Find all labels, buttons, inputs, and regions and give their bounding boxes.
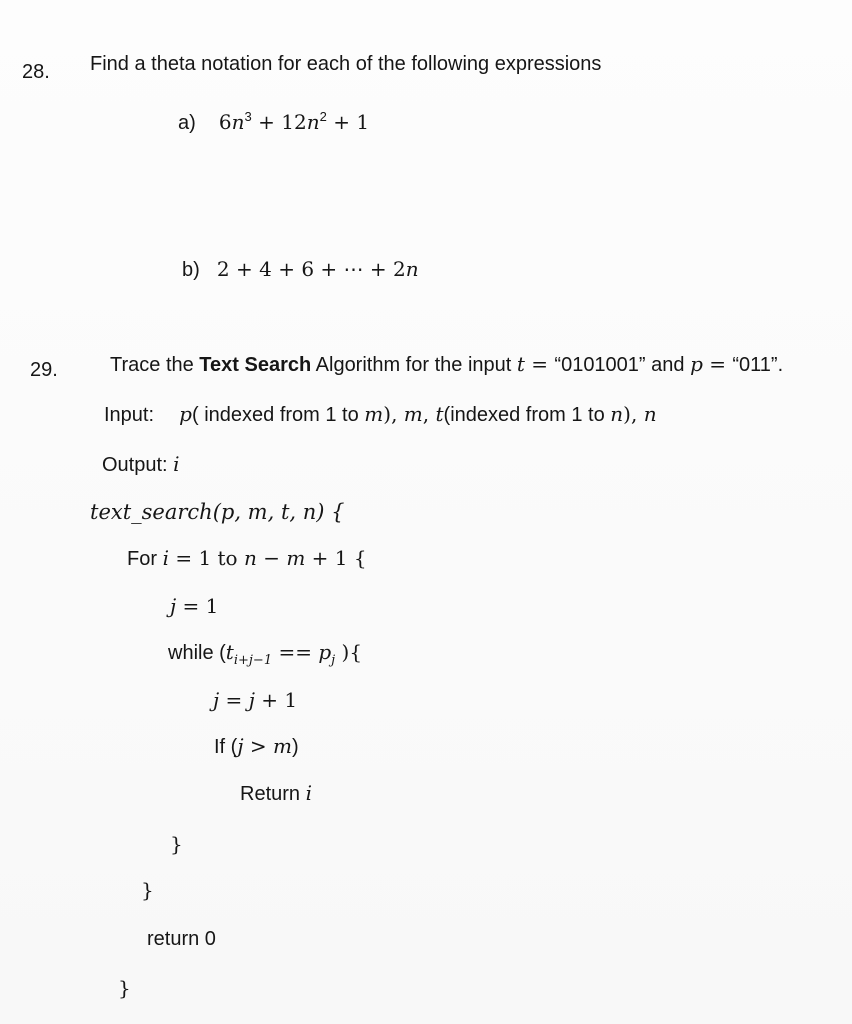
code-if-gt: >: [243, 734, 274, 758]
code-while-line: [168, 640, 363, 668]
code-j-inc-var1: j: [213, 688, 220, 712]
q28a-var2: n: [306, 110, 320, 134]
q29-p-var: p: [690, 352, 703, 376]
q28b-expression: [182, 257, 419, 282]
code-return-var: i: [305, 781, 312, 805]
q28a-op1: +: [251, 110, 282, 134]
code-return-kw: Return: [240, 783, 306, 805]
q28a-const: 1: [356, 110, 370, 134]
q29-input-p: p: [179, 402, 192, 426]
q28a-expression: [178, 110, 369, 135]
code-while-psub: j: [331, 653, 336, 668]
code-close-while: [170, 832, 183, 856]
code-close-function: [118, 976, 131, 1000]
code-if-close: ): [292, 736, 299, 758]
code-j-inc-eq: =: [219, 688, 249, 712]
code-while-eq: ==: [272, 640, 319, 664]
q29-p-eq: =: [702, 352, 733, 376]
q29-t-var: t: [516, 352, 525, 376]
q29-input-comma: ,: [422, 402, 436, 426]
code-close-for-brace: }: [141, 878, 154, 902]
q29-output-line: [102, 452, 180, 477]
code-return-i: [240, 781, 312, 806]
code-j-init: [170, 594, 218, 619]
code-j-inc-tail: + 1: [254, 688, 298, 712]
code-func-sig-text: text_search(p, m, t, n) {: [90, 500, 345, 524]
q28a-coef2: 12: [281, 110, 307, 134]
q29-input-m1: m: [364, 402, 384, 426]
q28a-exp1: 3: [244, 109, 252, 124]
code-close-while-brace: }: [170, 832, 183, 856]
code-for-var: i: [162, 546, 169, 570]
q29-input-line: [104, 402, 657, 427]
q28a-coef1: 6: [218, 110, 232, 134]
code-for-expr: n − m: [243, 546, 306, 570]
code-while-sub: i+j−1: [233, 653, 273, 668]
code-if-m: m: [273, 734, 292, 758]
q29-p-value: “011”.: [732, 354, 784, 376]
q28b-label: b): [182, 259, 200, 281]
q28a-label: a): [178, 112, 196, 134]
q28-prompt-text: Find a theta notation for each of the following expressions: [90, 53, 602, 75]
q29-t-value: “0101001”: [554, 354, 646, 376]
code-for-tail: + 1 {: [305, 546, 367, 570]
q29-prompt-prefix: Trace the: [110, 354, 200, 376]
q28b-sum-terms: 2 + 4 + 6 + ⋯ + 2: [216, 257, 406, 281]
code-return0-text: return 0: [147, 928, 216, 950]
code-while-p: p: [318, 640, 332, 664]
q29-input-t: t: [435, 402, 444, 426]
q29-output-label: Output:: [102, 454, 174, 476]
q28b-var: n: [405, 257, 419, 281]
code-if-line: [214, 734, 299, 759]
q28-prompt: [90, 52, 601, 76]
code-while-t: t: [225, 640, 234, 664]
code-close-func-brace: }: [118, 976, 131, 1000]
code-while-tail: ){: [335, 640, 363, 664]
code-close-for: [141, 878, 154, 902]
q29-and-text: and: [645, 354, 691, 376]
q29-input-n2: n: [643, 402, 657, 426]
code-if-kw: If (: [214, 736, 238, 758]
q29-prompt-bold: Text Search: [199, 354, 312, 376]
code-j-inc-var2: j: [248, 688, 255, 712]
code-j-increment: [213, 688, 297, 713]
code-for-kw: For: [127, 548, 163, 570]
code-if-j: j: [237, 734, 244, 758]
code-for-eq: = 1 to: [168, 546, 244, 570]
q28a-op2: +: [326, 110, 357, 134]
q29-prompt: [110, 352, 783, 377]
q29-input-p-desc: ( indexed from 1 to: [191, 404, 365, 426]
q29-input-sep1: ),: [383, 402, 404, 426]
q28-number-text: 28.: [22, 61, 50, 83]
q29-prompt-mid: Algorithm for the input: [311, 354, 517, 376]
q29-input-label: Input:: [104, 404, 155, 426]
q28a-exp2: 2: [319, 109, 327, 124]
q29-input-t-desc: (indexed from 1 to: [443, 404, 611, 426]
code-for-line: [127, 546, 367, 571]
code-j-init-tail: = 1: [176, 594, 219, 618]
code-while-kw: while (: [168, 642, 226, 664]
q29-input-m2: m: [403, 402, 423, 426]
q29-output-var: i: [173, 452, 180, 476]
q28a-var1: n: [231, 110, 245, 134]
q29-number: [30, 358, 58, 382]
q29-input-n1: n: [610, 402, 624, 426]
q29-number-text: 29.: [30, 359, 58, 381]
q29-input-sep2: ),: [623, 402, 644, 426]
q28-number: [22, 60, 50, 84]
q29-t-eq: =: [524, 352, 555, 376]
code-return-zero: [147, 927, 216, 951]
code-function-signature: [90, 500, 345, 524]
code-j-init-var: j: [170, 594, 177, 618]
